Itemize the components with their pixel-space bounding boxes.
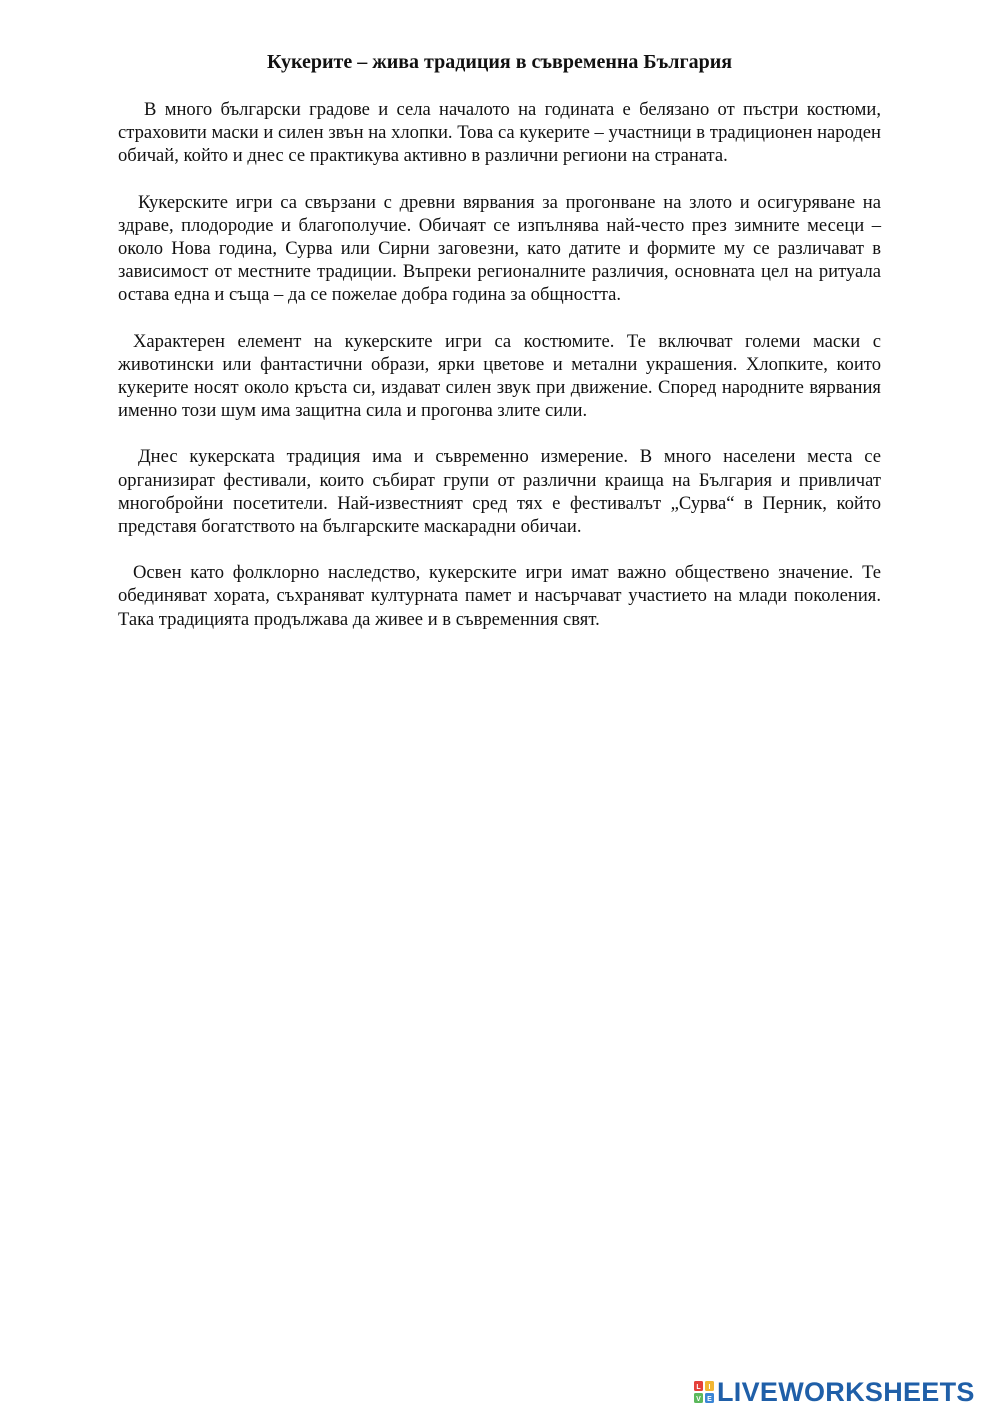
paragraph-1: В много български градове и села началото на годината е белязано от пъстри костюми, страховити маски и силен звън на хлопки. Това са кукерите – участници в традиционен народен обичай, който и днес се практикува активно в различни региони на страната.	[118, 99, 881, 167]
svg-text:I: I	[708, 1384, 711, 1391]
document-page	[118, 48, 881, 654]
paragraph-5: Освен като фолклорно наследство, кукерските игри имат важно обществено значение. Те обединяват хората, съхраняват културната памет и насърчават участието на млади поколения. Така традицията продължава да живее и в съвременния свят.	[118, 562, 881, 630]
paragraph-4: Днес кукерската традиция има и съвременно измерение. В много населени места се организират фестивали, които събират групи от различни краища на България и привличат многобройни посетители. Най-известният сред тях е фестивалът „Сурва“ в Перник, който представя богатството на българските маскарадни обичаи.	[118, 446, 881, 538]
liveworksheets-wordmark: LIVEWORKSHEETS	[717, 1377, 975, 1407]
svg-text:E: E	[707, 1396, 712, 1403]
svg-text:L: L	[696, 1384, 701, 1391]
paragraph-2: Кукерските игри са свързани с древни вярвания за прогонване на злото и осигуряване на здраве, плодородие и благополучие. Обичаят се изпълнява най-често през зимните месеци – около Нова година, Сурва или Сирни заговезни, като датите и формите му се различават в зависимост от местните традиции. Въпреки регионалните различия, основната цел на ритуала остава една и съща – да се пожелае добра година за общността.	[118, 191, 881, 306]
liveworksheets-logo-icon	[693, 1380, 715, 1404]
paragraph-3: Характерен елемент на кукерските игри са костюмите. Те включват големи маски с животински или фантастични образи, ярки цветове и метални украшения. Хлопките, които кукерите носят около кръста си, издават силен звук при движение. Според народните вярвания именно този шум има защитна сила и прогонва злите сили.	[118, 330, 881, 422]
document-title: Кукерите – жива традиция в съвременна България	[266, 51, 733, 73]
svg-text:V: V	[696, 1396, 701, 1403]
liveworksheets-brand	[693, 1378, 975, 1406]
